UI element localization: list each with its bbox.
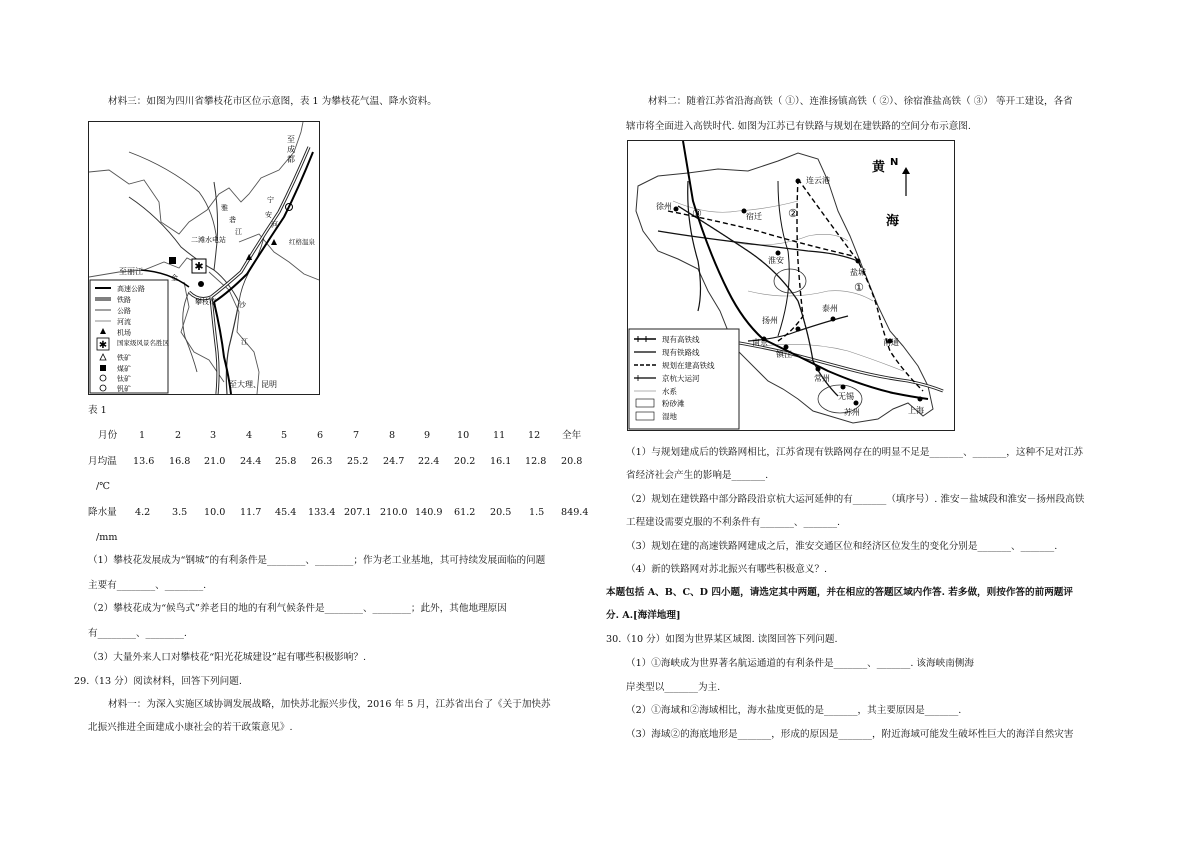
svg-text:水系: 水系 bbox=[662, 387, 677, 396]
q30-1-line1: （1）①海峡成为世界著名航运通道的有利条件是_______、_______. 该海峡南侧海 bbox=[626, 658, 974, 669]
svg-text:镇江: 镇江 bbox=[776, 350, 792, 359]
svg-text:宿迁: 宿迁 bbox=[746, 212, 762, 221]
svg-text:京杭大运河: 京杭大运河 bbox=[662, 374, 700, 383]
panzhihua-location-map bbox=[88, 121, 320, 395]
svg-text:③: ③ bbox=[692, 207, 702, 220]
svg-text:现有高铁线: 现有高铁线 bbox=[662, 335, 700, 344]
elective-note-line2: 分. A.[海洋地理] bbox=[606, 610, 681, 621]
svg-text:南京: 南京 bbox=[752, 338, 768, 347]
q29-heading: 29.（13 分）阅读材料，回答下列问题. bbox=[74, 676, 242, 687]
svg-text:成: 成 bbox=[287, 145, 295, 154]
q29-3: （3）规划在建的高速铁路网建成之后，淮安交通区位和经济区位发生的变化分别是_______、_______. bbox=[626, 541, 1058, 552]
svg-text:✱: ✱ bbox=[194, 260, 204, 273]
svg-text:二滩水电站: 二滩水电站 bbox=[191, 236, 226, 244]
q30-2: （2）①海域和②海域相比，海水盐度更低的是_______，其主要原因是_______. bbox=[626, 705, 962, 716]
q29-2-line2: 工程建设需要克服的不利条件有_______、_______. bbox=[626, 517, 841, 528]
svg-text:江: 江 bbox=[235, 228, 242, 236]
svg-text:泰州: 泰州 bbox=[822, 304, 838, 313]
svg-text:铁路: 铁路 bbox=[117, 296, 131, 304]
svg-text:扬州: 扬州 bbox=[762, 316, 778, 325]
svg-text:苏州: 苏州 bbox=[844, 408, 860, 417]
svg-text:金: 金 bbox=[171, 274, 178, 282]
material-2-line1: 材料二：随着江苏省沿海高铁（ ①）、连淮扬镇高铁（ ②）、徐宿淮盐高铁（ ③） 等开工建设，各省 bbox=[648, 96, 1073, 107]
svg-text:常州: 常州 bbox=[814, 374, 830, 383]
map1-legend bbox=[90, 280, 170, 393]
table-temp-row: 月均温 13.6 16.8 21.0 24.4 25.8 26.3 25.2 24.7 22.4 20.2 16.1 12.8 20.8 bbox=[88, 456, 583, 467]
map2-legend bbox=[629, 329, 739, 429]
svg-text:至: 至 bbox=[287, 135, 295, 144]
precip-unit: /mm bbox=[96, 532, 118, 543]
svg-text:安: 安 bbox=[265, 211, 272, 219]
q29-4: （4）新的铁路网对苏北振兴有哪些积极意义？. bbox=[626, 564, 828, 575]
svg-text:国家级风景名胜区: 国家级风景名胜区 bbox=[117, 339, 169, 347]
svg-text:现有铁路线: 现有铁路线 bbox=[662, 348, 700, 357]
q28-1-line1: （1）攀枝花发展成为“钢城”的有利条件是________、________；作为老工业基地，其可持续发展面临的问题 bbox=[88, 555, 546, 566]
svg-text:黄: 黄 bbox=[872, 160, 886, 175]
svg-text:铁矿: 铁矿 bbox=[117, 354, 131, 362]
q29-1-line1: （1）与规划建成后的铁路网相比，江苏省现有铁路网存在的明显不足是_______、_______，这种不足对江苏 bbox=[626, 447, 1084, 458]
svg-text:②: ② bbox=[788, 207, 798, 220]
q30-1-line2: 岸类型以_______为主. bbox=[626, 682, 721, 693]
q30-3: （3）海域②的海底地形是_______，形成的原因是_______，附近海域可能发生破坏性巨大的海洋自然灾害 bbox=[626, 729, 1074, 740]
svg-text:公路: 公路 bbox=[117, 307, 131, 315]
q28-2-line2: 有________、________. bbox=[88, 628, 187, 639]
jiangsu-map-svg bbox=[628, 141, 954, 430]
svg-text:盐城: 盐城 bbox=[850, 268, 866, 277]
jiangsu-railway-map bbox=[627, 140, 955, 431]
svg-text:沙: 沙 bbox=[239, 301, 246, 309]
material-2-line2: 辖市将全面进入高铁时代. 如图为江苏已有铁路与规划在建铁路的空间分布示意图. bbox=[626, 121, 971, 132]
svg-text:连云港: 连云港 bbox=[806, 176, 830, 185]
svg-text:湿地: 湿地 bbox=[662, 412, 677, 421]
table-precip-row: 降水量 4.2 3.5 10.0 11.7 45.4 133.4 207.1 210.0 140.9 61.2 20.5 1.5 849.4 bbox=[88, 507, 589, 518]
svg-text:至丽江: 至丽江 bbox=[119, 267, 143, 276]
svg-text:红格温泉: 红格温泉 bbox=[289, 238, 315, 246]
svg-text:攀枝花: 攀枝花 bbox=[195, 298, 216, 306]
material-1-line2: 北振兴推进全面建成小康社会的若干政策意见》. bbox=[88, 722, 293, 733]
svg-text:✱: ✱ bbox=[98, 340, 108, 351]
svg-text:淮安: 淮安 bbox=[768, 256, 784, 265]
panzhihua-map-svg bbox=[89, 122, 319, 394]
panzhihua-city-dot bbox=[198, 281, 204, 287]
svg-text:规划在建高铁线: 规划在建高铁线 bbox=[662, 361, 715, 370]
svg-text:高速公路: 高速公路 bbox=[117, 285, 145, 293]
svg-text:宁: 宁 bbox=[267, 196, 274, 204]
q28-2-line1: （2）攀枝花成为“候鸟式”养老目的地的有利气候条件是________、________；此外，其他地理原因 bbox=[88, 603, 507, 614]
svg-text:南通: 南通 bbox=[883, 338, 899, 347]
q30-heading: 30.（10 分）如图为世界某区域图. 读图回答下列问题. bbox=[606, 634, 838, 645]
svg-text:砻: 砻 bbox=[229, 216, 236, 224]
svg-text:粉砂滩: 粉砂滩 bbox=[662, 399, 685, 408]
svg-text:钛矿: 钛矿 bbox=[117, 375, 131, 383]
svg-text:N: N bbox=[890, 157, 899, 168]
svg-text:河: 河 bbox=[271, 221, 278, 229]
table-1-title: 表 1 bbox=[88, 405, 107, 416]
table-header-row: 月份 1 2 3 4 5 6 7 8 9 10 11 12 全年 bbox=[98, 430, 582, 441]
svg-text:徐州: 徐州 bbox=[656, 202, 672, 211]
q29-2-line1: （2）规划在建铁路中部分路段沿京杭大运河延伸的有_______（填序号）. 淮安－盐城段和淮安－扬州段高铁 bbox=[626, 494, 1085, 505]
svg-text:雅: 雅 bbox=[221, 204, 228, 212]
svg-text:机场: 机场 bbox=[117, 329, 131, 337]
svg-text:无锡: 无锡 bbox=[838, 392, 854, 401]
q29-1-line2: 省经济社会产生的影响是_______. bbox=[626, 470, 769, 481]
svg-text:江: 江 bbox=[241, 338, 248, 346]
svg-text:上海: 上海 bbox=[908, 406, 924, 415]
elective-note-line1: 本题包括 A、B、C、D 四小题，请选定其中两题，并在相应的答题区域内作答. 若多做，则按作答的前两题评 bbox=[606, 587, 1073, 598]
q28-3: （3）大量外来人口对攀枝花“阳光花城建设”起有哪些积极影响？. bbox=[88, 652, 366, 663]
airport-icon bbox=[271, 239, 277, 245]
coal-mine-icon bbox=[169, 257, 176, 264]
svg-text:钒矿: 钒矿 bbox=[117, 385, 131, 393]
svg-text:河流: 河流 bbox=[117, 318, 131, 326]
svg-text:▲: ▲ bbox=[246, 252, 253, 261]
material-1-line1: 材料一：为深入实施区域协调发展战略，加快苏北振兴步伐，2016 年 5 月，江苏省出台了《关于加快苏 bbox=[108, 699, 551, 710]
north-arrow-icon bbox=[890, 157, 910, 196]
svg-text:海: 海 bbox=[886, 214, 900, 229]
svg-text:都: 都 bbox=[287, 155, 295, 164]
svg-text:至大理、昆明: 至大理、昆明 bbox=[229, 380, 277, 389]
svg-text:①: ① bbox=[854, 281, 864, 294]
svg-text:煤矿: 煤矿 bbox=[117, 365, 131, 373]
q28-1-line2: 主要有________、________. bbox=[88, 580, 207, 591]
temp-unit: /℃ bbox=[96, 481, 110, 492]
material-3-intro: 材料三：如图为四川省攀枝花市区位示意图，表 1 为攀枝花气温、降水资料。 bbox=[108, 96, 437, 107]
